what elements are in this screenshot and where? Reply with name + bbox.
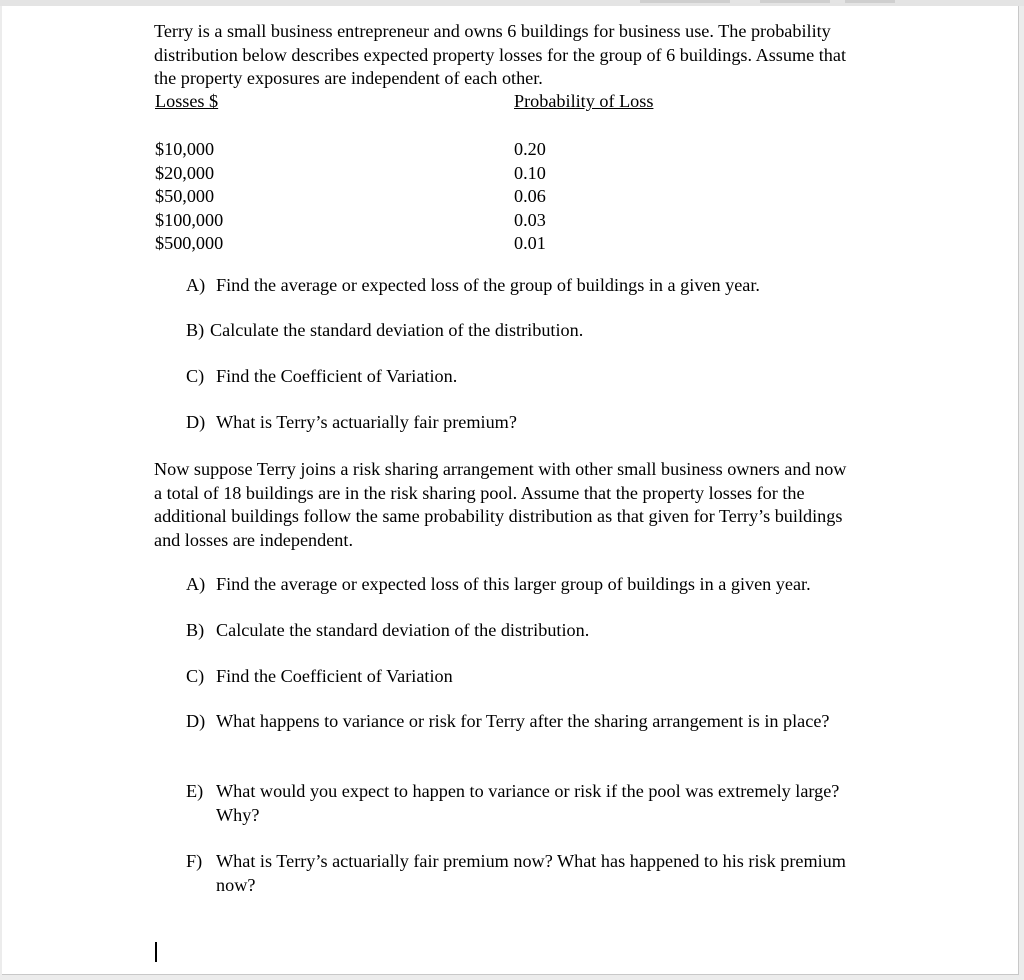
loss-value: $10,000 (155, 139, 215, 159)
question-letter: C) (186, 366, 205, 386)
question-text: Find the average or expected loss of the group of buildings in a given year. (216, 275, 760, 295)
question-text: What would you expect to happen to variance or risk if the pool was extremely large? Why? (216, 781, 840, 825)
question-text: What is Terry’s actuarially fair premium? (216, 412, 517, 432)
question-text: Calculate the standard deviation of the distribution. (210, 320, 584, 340)
tab-segment (845, 0, 895, 3)
losses-column (155, 138, 223, 256)
question-letter: A) (186, 574, 206, 594)
question-text: Calculate the standard deviation of the distribution. (216, 620, 590, 640)
question-text: What is Terry’s actuarially fair premium now? What has happened to his risk premium now? (216, 851, 846, 895)
loss-value: $20,000 (155, 162, 215, 183)
question-letter: B) (186, 620, 205, 640)
tab-segment (640, 0, 730, 3)
question-letter: D) (186, 412, 206, 432)
intro-paragraph: Terry is a small business entrepreneur and owns 6 buildings for business use. The probability distribution below describes expected property losses for the group of 6 buildings. Assume that the property exposures are independent of each other. (154, 21, 847, 88)
question-text: Find the Coefficient of Variation (216, 666, 453, 686)
loss-value: $100,000 (155, 209, 224, 230)
loss-value: $50,000 (155, 186, 215, 206)
probability-value: 0.20 (514, 139, 546, 159)
probability-column-header: Probability of Loss (514, 91, 654, 111)
probability-value: 0.06 (514, 186, 546, 206)
question-text: Find the Coefficient of Variation. (216, 366, 458, 386)
text-cursor (155, 942, 157, 962)
question-letter: C) (186, 666, 205, 686)
risk-sharing-paragraph: Now suppose Terry joins a risk sharing arrangement with other small business owners and now a total of 18 buildings are in the risk sharing pool. Assume that the property losses for the additional buildings follow the same probability distribution as that given for Terry’s buildings and losses are independent. (154, 459, 847, 550)
question-letter: E) (186, 781, 204, 801)
document-page[interactable] (2, 6, 1019, 975)
question-letter: F) (186, 851, 203, 871)
probability-column (514, 138, 546, 256)
question-text: Find the average or expected loss of this larger group of buildings in a given year. (216, 574, 811, 594)
question-letter: D) (186, 711, 206, 731)
probability-value: 0.10 (514, 162, 546, 183)
question-text: What happens to variance or risk for Terry after the sharing arrangement is in place? (216, 711, 830, 731)
question-letter: B) (186, 320, 205, 340)
question-letter: A) (186, 275, 206, 295)
losses-column-header: Losses $ (155, 91, 219, 111)
probability-value: 0.01 (514, 233, 546, 253)
tab-segment (760, 0, 830, 3)
loss-value: $500,000 (155, 233, 224, 253)
probability-value: 0.03 (514, 209, 546, 230)
